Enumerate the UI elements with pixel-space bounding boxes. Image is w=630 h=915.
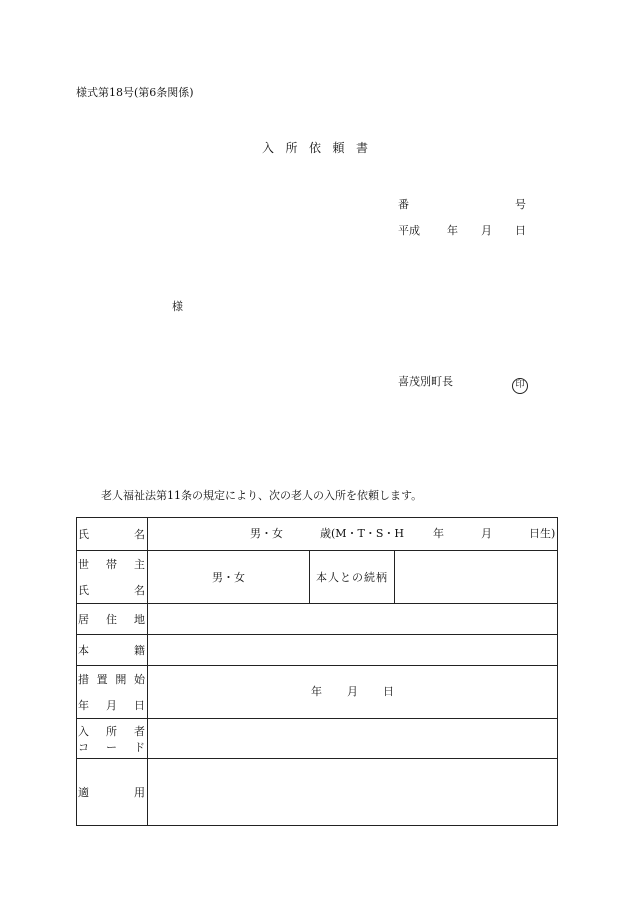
row-start-date bbox=[77, 666, 558, 719]
age-era-choice[interactable]: 歳(M・T・S・H bbox=[320, 527, 405, 540]
date-year-label: 年 bbox=[447, 224, 458, 237]
label-notes: 適 用 bbox=[77, 759, 148, 826]
row-resident-code bbox=[77, 719, 558, 759]
birth-year-label: 年 bbox=[433, 527, 444, 540]
label-relation: 本人との続柄 bbox=[310, 551, 395, 604]
seal-mark bbox=[512, 374, 528, 394]
application-table bbox=[76, 517, 558, 826]
label-start-date: 措 置 開 始 年 月 日 bbox=[77, 666, 148, 719]
row-domicile bbox=[77, 635, 558, 666]
name-field[interactable] bbox=[148, 518, 558, 551]
resident-code-field[interactable] bbox=[148, 719, 558, 759]
start-date-field[interactable] bbox=[148, 666, 558, 719]
row-address bbox=[77, 604, 558, 635]
row-name bbox=[77, 518, 558, 551]
row-notes bbox=[77, 759, 558, 826]
gender-choice[interactable]: 男・女 bbox=[250, 527, 283, 540]
label-domicile: 本 籍 bbox=[77, 635, 148, 666]
address-field[interactable] bbox=[148, 604, 558, 635]
relation-field[interactable] bbox=[395, 551, 558, 604]
notes-field[interactable] bbox=[148, 759, 558, 826]
issuer-name: 喜茂別町長 bbox=[398, 375, 453, 388]
seal-icon: 印 bbox=[512, 378, 528, 394]
date-day-label: 日 bbox=[515, 224, 526, 237]
document-title: 入 所 依 頼 書 bbox=[262, 141, 368, 155]
form-number: 様式第18号(第6条関係) bbox=[76, 86, 194, 99]
request-statement: 老人福祉法第11条の規定により、次の老人の入所を依頼します。 bbox=[101, 489, 423, 502]
row-householder bbox=[77, 551, 558, 604]
date-era: 平成 bbox=[398, 224, 420, 237]
start-day-label: 日 bbox=[383, 685, 394, 698]
start-month-label: 月 bbox=[347, 685, 358, 698]
start-year-label: 年 bbox=[311, 685, 322, 698]
addressee-suffix: 様 bbox=[172, 300, 183, 313]
birth-month-label: 月 bbox=[481, 527, 492, 540]
document-number: 番 号 bbox=[398, 198, 526, 211]
householder-gender-field[interactable] bbox=[148, 551, 310, 604]
label-name: 氏 名 bbox=[77, 518, 148, 551]
domicile-field[interactable] bbox=[148, 635, 558, 666]
label-address: 居 住 地 bbox=[77, 604, 148, 635]
label-resident-code: 入 所 者 コ ー ド bbox=[77, 719, 148, 759]
birth-day-label: 日生) bbox=[529, 527, 556, 540]
label-householder: 世 帯 主 氏 名 bbox=[77, 551, 148, 604]
date-month-label: 月 bbox=[481, 224, 492, 237]
householder-gender-choice[interactable]: 男・女 bbox=[212, 571, 245, 584]
